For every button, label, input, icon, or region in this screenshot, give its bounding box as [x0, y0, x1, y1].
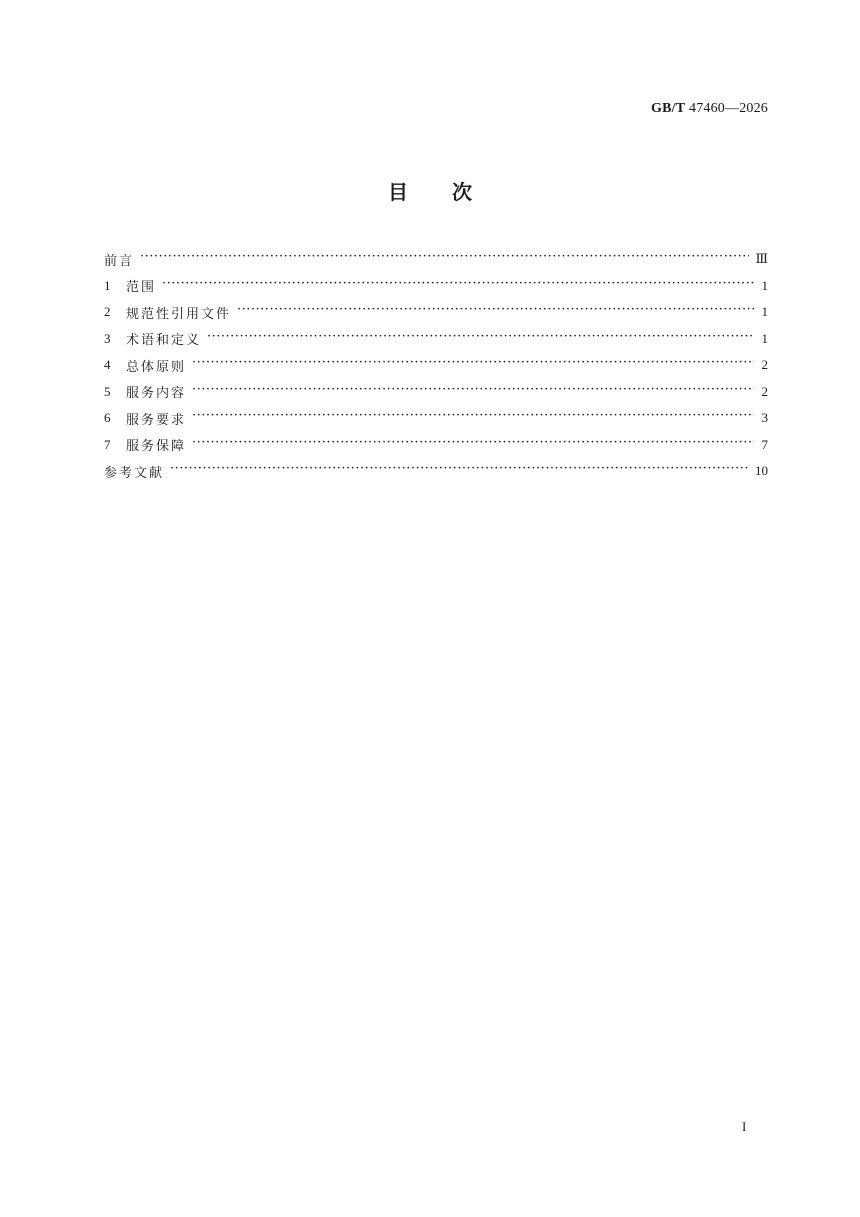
toc-dot-leader: [192, 438, 754, 452]
toc-dot-leader: [192, 411, 754, 425]
toc-entry-label: 参考文献: [104, 465, 165, 481]
toc-dot-leader: [170, 464, 749, 478]
toc-entry-label: 服务内容: [126, 386, 187, 402]
toc-entry-number: 1: [104, 277, 111, 293]
standard-code: [651, 101, 768, 117]
toc-entry-number: 2: [104, 304, 111, 320]
toc-entry-terms-definitions[interactable]: [104, 326, 768, 353]
toc-entry-page: 3: [761, 410, 768, 426]
table-of-contents: [104, 246, 768, 485]
toc-entry-number: 6: [104, 410, 111, 426]
standard-number: 47460—2026: [689, 101, 768, 116]
toc-dot-leader: [192, 358, 754, 372]
toc-dot-leader: [192, 385, 754, 399]
toc-title-char: 次: [452, 180, 516, 204]
standard-prefix: GB/T: [651, 101, 686, 116]
toc-entry-page: 1: [761, 277, 768, 293]
toc-entry-number: 4: [104, 357, 111, 373]
toc-entry-page: 7: [761, 436, 768, 452]
toc-dot-leader: [207, 332, 754, 346]
toc-title-char: 目: [388, 180, 452, 204]
toc-entry-page: 2: [761, 357, 768, 373]
toc-entry-preface[interactable]: [104, 246, 768, 273]
toc-entry-label: 服务要求: [126, 412, 187, 428]
toc-entry-number: 3: [104, 330, 111, 346]
toc-entry-number: 5: [104, 383, 111, 399]
toc-entry-general-principles[interactable]: [104, 352, 768, 379]
toc-entry-label: 服务保障: [126, 439, 187, 455]
toc-entry-label: 规范性引用文件: [126, 306, 232, 322]
toc-title: [0, 176, 860, 205]
toc-entry-label: 前言: [104, 253, 135, 269]
toc-dot-leader: [140, 252, 749, 266]
toc-entry-bibliography[interactable]: [104, 458, 768, 485]
toc-entry-service-assurance[interactable]: [104, 432, 768, 459]
toc-entry-label: 范围: [126, 280, 157, 296]
toc-entry-number: 7: [104, 436, 111, 452]
toc-entry-page: 1: [761, 330, 768, 346]
toc-entry-service-requirements[interactable]: [104, 405, 768, 432]
toc-entry-label: 总体原则: [126, 359, 187, 375]
toc-entry-normative-references[interactable]: [104, 299, 768, 326]
toc-entry-scope[interactable]: [104, 273, 768, 300]
toc-dot-leader: [237, 305, 754, 319]
toc-entry-page: 1: [761, 304, 768, 320]
toc-dot-leader: [162, 279, 754, 293]
page-number: I: [742, 1119, 747, 1134]
toc-entry-page: 2: [761, 383, 768, 399]
toc-entry-page: Ⅲ: [755, 251, 768, 267]
toc-entry-label: 术语和定义: [126, 333, 202, 349]
toc-entry-page: 10: [755, 463, 768, 479]
toc-entry-service-content[interactable]: [104, 379, 768, 406]
